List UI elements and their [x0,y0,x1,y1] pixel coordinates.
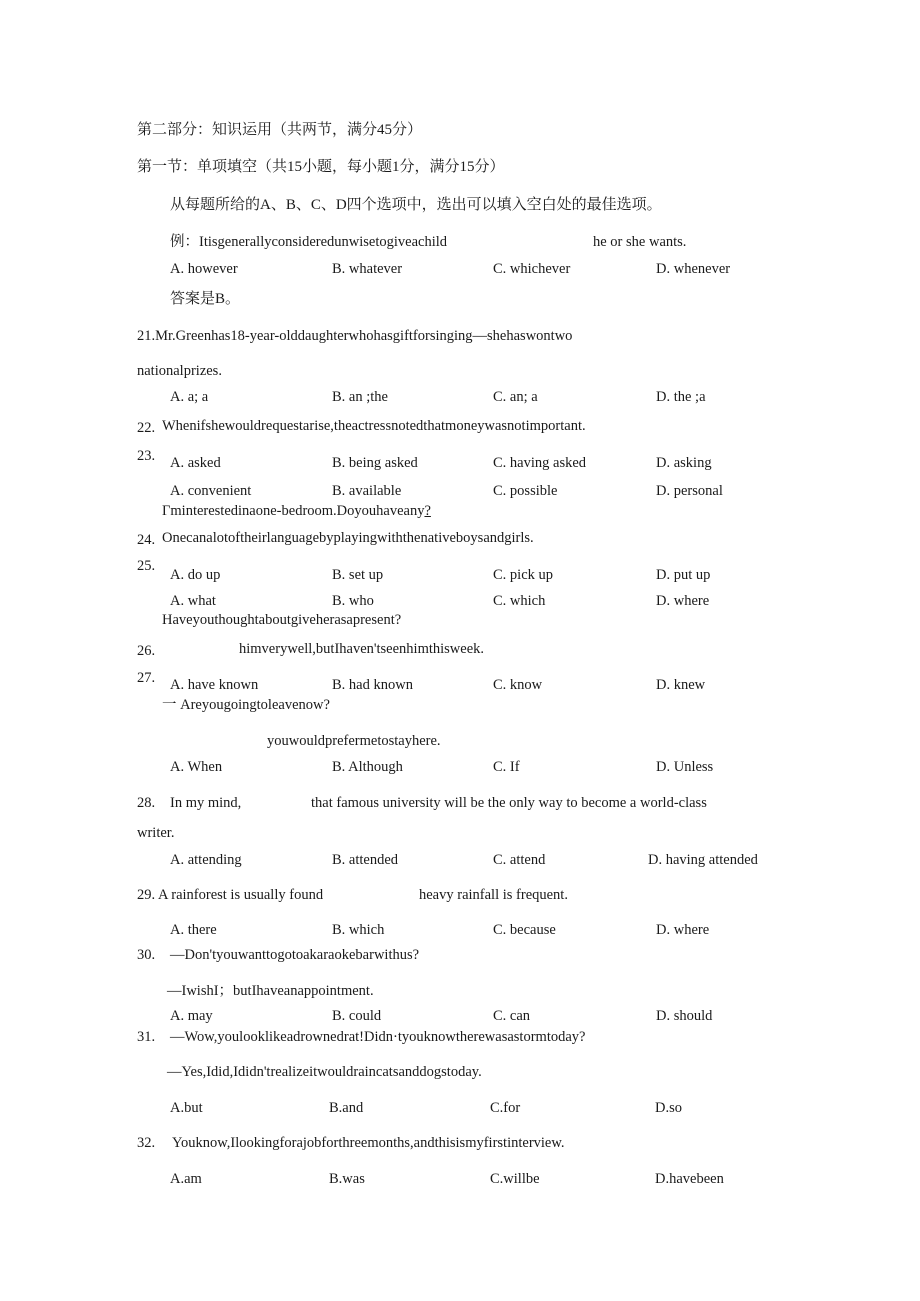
q31-option-a: A.but [170,1100,203,1116]
q32-option-b: B.was [329,1171,365,1187]
q27-option-c: C. If [493,759,520,775]
q31-option-b: B.and [329,1100,364,1116]
q31-stem: —Wow,youlooklikeadrownedrat!Didn·tyouknowtherewasastormtoday? [170,1029,586,1045]
q26-option-d: D. knew [656,677,706,693]
example-answer: 答案是B。 [170,291,241,307]
q28-option-a: A. attending [170,852,242,868]
q28-number: 28. [137,795,156,811]
q28-stem-cont: that famous university will be the only way to become a world-class [311,795,707,811]
example-stem-end: he or she wants. [593,234,687,250]
q26-option-a: A. have known [170,677,259,693]
q22-number: 22. [137,420,156,436]
q30-stem: —Don'tyouwanttogotoakaraokebarwithus? [170,947,420,963]
q25-number: 25. [137,558,156,574]
example-stem: 例：Itisgenerallyconsideredunwisetogiveachild [170,234,448,250]
q21-stem-cont: nationalprizes. [137,363,222,379]
q31-option-c: C.for [490,1100,521,1116]
q31-option-d: D.so [655,1100,682,1116]
q22-option-a: A. asked [170,455,221,471]
q32-option-a: A.am [170,1171,202,1187]
q23-option-d: D. personal [656,483,723,499]
q26-number: 26. [137,643,156,659]
example-option-d: D. whenever [656,261,731,277]
q23-option-b: B. available [332,483,402,499]
q22-option-b: B. being asked [332,455,418,471]
q22-stem: Whenifshewouldrequestarise,theactressnotedthatmoneywasnotimportant. [162,418,586,434]
q32-option-c: C.willbe [490,1171,540,1187]
q27-number: 27. [137,670,156,686]
q30-reply: —IwishI；butIhaveanappointment. [167,983,374,999]
q29-option-b: B. which [332,922,385,938]
q25-option-b: B. who [332,593,374,609]
q28-stem: In my mind, [170,795,242,811]
q28-option-d: D. having attended [648,852,758,868]
q21-option-b: B. an ;the [332,389,388,405]
q23-stem [162,502,431,520]
part-title: 第二部分：知识运用（共两节，满分45分） [137,122,423,138]
q22-option-c: C. having asked [493,455,587,471]
q23-option-c: C. possible [493,483,558,499]
example-option-a: A. however [170,261,238,277]
q25-option-d: D. where [656,593,710,609]
q27-reply: youwouldprefermetostayhere. [267,733,441,749]
q29-option-c: C. because [493,922,556,938]
q32-number: 32. [137,1135,156,1151]
q28-option-c: C. attend [493,852,546,868]
q28-stem-end: writer. [137,825,175,841]
q24-option-c: C. pick up [493,567,554,583]
q21-option-a: A. a; a [170,389,209,405]
q30-option-a: A. may [170,1008,213,1024]
q29-stem: 29. A rainforest is usually found [137,887,324,903]
q30-option-d: D. should [656,1008,713,1024]
q31-reply: —Yes,Idid,Ididn'trealizeitwouldraincatsanddogstoday. [167,1064,482,1080]
q25-stem: Haveyouthoughtaboutgiveherasapresent? [162,612,402,628]
q27-option-b: B. Although [332,759,403,775]
q25-option-a: A. what [170,593,216,609]
q27-stem: 一 Areyougoingtoleavenow? [162,697,330,713]
q26-option-b: B. had known [332,677,413,693]
q27-option-d: D. Unless [656,759,714,775]
example-option-b: B. whatever [332,261,403,277]
q24-stem: Onecanalotoftheirlanguagebyplayingwiththenativeboysandgirls. [162,530,534,546]
q23-number: 23. [137,448,156,464]
q24-number: 24. [137,532,156,548]
q23-stem-text: Γminterestedinaone-bedroom.Doyouhaveany [162,503,425,519]
q30-number: 30. [137,947,156,963]
q32-option-d: D.havebeen [655,1171,724,1187]
q30-option-c: C. can [493,1008,531,1024]
section-title: 第一节：单项填空（共15小题，每小题1分，满分15分） [137,159,505,175]
q24-option-d: D. put up [656,567,711,583]
q25-option-c: C. which [493,593,546,609]
q21-option-c: C. an; a [493,389,538,405]
q24-option-b: B. set up [332,567,384,583]
q30-option-b: B. could [332,1008,382,1024]
q29-option-d: D. where [656,922,710,938]
q29-option-a: A. there [170,922,217,938]
q29-stem-cont: heavy rainfall is frequent. [419,887,568,903]
q23-option-a: A. convenient [170,483,252,499]
instruction: 从每题所给的A、B、C、D四个选项中，选出可以填入空白处的最佳选项。 [170,197,662,213]
q23-stem-mark: ? [424,503,431,519]
q22-option-d: D. asking [656,455,712,471]
q28-option-b: B. attended [332,852,399,868]
q26-stem: himverywell,butIhaven'tseenhimthisweek. [239,641,485,657]
q21-stem: 21.Mr.Greenhas18-year-olddaughterwhohasgiftforsinging—shehaswontwo [137,328,573,344]
example-option-c: C. whichever [493,261,571,277]
q26-option-c: C. know [493,677,543,693]
q27-option-a: A. When [170,759,223,775]
q21-option-d: D. the ;a [656,389,706,405]
q32-stem: Youknow,Ilookingforajobforthreemonths,andthisismyfirstinterview. [172,1135,565,1151]
q31-number: 31. [137,1029,156,1045]
q24-option-a: A. do up [170,567,221,583]
